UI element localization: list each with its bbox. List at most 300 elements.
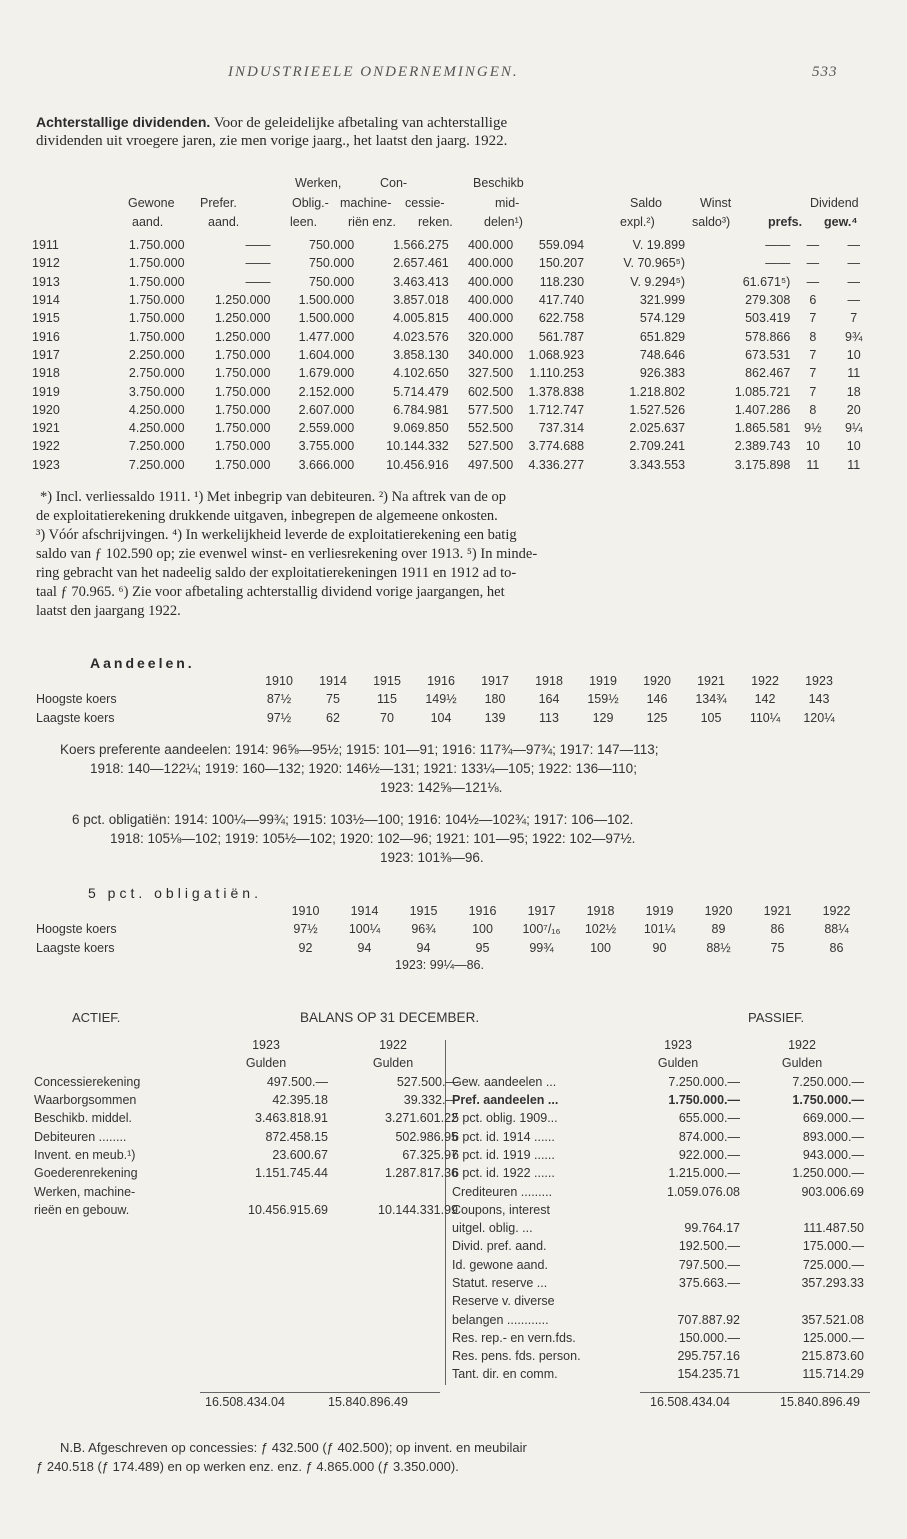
cell: 8 — [809, 402, 817, 417]
results-header-r2-1: Prefer. — [200, 196, 237, 210]
liability-label: uitgel. oblig. ... — [452, 1221, 533, 1236]
cell: —— — [765, 256, 791, 271]
cell: 87½ — [266, 692, 292, 707]
cell: 1.566.275 — [393, 238, 449, 253]
year-header: 1910 — [265, 674, 293, 689]
cell: 20 — [846, 402, 861, 417]
liability-1923: 922.000.— — [678, 1147, 740, 1162]
footnote-line: de exploitatierekening drukkende uitgaven, inbegrepen de algemeene onkosten. — [36, 508, 498, 524]
table-row — [32, 273, 872, 291]
cell: 7 — [809, 384, 817, 399]
cell: 1.750.000 — [214, 366, 271, 381]
cell: 11 — [847, 366, 861, 381]
cell: 7.250.000 — [128, 439, 185, 454]
footnote-line: ring gebracht van het nadeelig saldo der exploitatierekeningen 1911 en 1912 ad to- — [36, 565, 517, 581]
asset-1923: 23.600.67 — [272, 1147, 328, 1162]
asset-1922: 39.332.— — [403, 1093, 458, 1108]
asset-1922: 1.287.817.36 — [385, 1166, 458, 1181]
liability-1923: 192.500.— — [678, 1239, 740, 1254]
cell: 125 — [646, 710, 668, 725]
liability-label: Res. pens. fds. person. — [452, 1349, 581, 1364]
table-row — [32, 346, 872, 364]
aandeelen-table — [36, 672, 846, 727]
unit-gulden: Gulden — [781, 1056, 823, 1071]
cell: 3.755.000 — [298, 439, 355, 454]
spacer — [452, 1054, 616, 1072]
unit-gulden: Gulden — [657, 1056, 699, 1071]
table-row — [36, 709, 846, 727]
cell: 1.712.747 — [528, 402, 585, 417]
asset-1922 — [328, 1182, 458, 1200]
table-row — [32, 309, 872, 327]
year-header: 1918 — [586, 904, 615, 919]
cell: V. 19.899 — [632, 238, 686, 253]
cell: 3.774.688 — [528, 439, 585, 454]
asset-1923: 3.463.818.91 — [255, 1111, 328, 1126]
liability-row — [452, 1274, 864, 1292]
cell: 1.110.253 — [529, 366, 585, 381]
aandeelen-title: Aandeelen. — [90, 655, 195, 671]
cell: 10.144.332 — [386, 439, 449, 454]
cell: 100 — [472, 922, 493, 937]
cell: — — [806, 274, 820, 289]
cell: 1.500.000 — [298, 311, 355, 326]
table-row — [32, 236, 872, 254]
preferente-line: 1923: 142⅝—121⅛. — [380, 780, 503, 795]
cell: 577.500 — [467, 402, 514, 417]
liability-1923: 707.887.92 — [677, 1312, 740, 1327]
cell: 97½ — [293, 922, 318, 937]
asset-row — [34, 1164, 458, 1182]
cell: 9¼ — [845, 421, 863, 436]
cell: 400.000 — [467, 256, 514, 271]
liability-1923: 1.750.000.— — [668, 1093, 740, 1108]
year-1922: 1922 — [788, 1038, 816, 1053]
liability-1922: 669.000.— — [802, 1111, 864, 1126]
cell: 737.314 — [538, 421, 585, 436]
cell: 18 — [846, 384, 861, 399]
cell: 1.085.721 — [734, 384, 791, 399]
liability-label: 6 pct. id. 1914 ...... — [452, 1129, 555, 1144]
asset-row — [34, 1146, 458, 1164]
cell: 143 — [808, 692, 830, 707]
cell: 10.456.916 — [386, 457, 449, 472]
liabilities-table — [452, 1036, 864, 1384]
spacer — [34, 1036, 204, 1054]
cell: 1.250.000 — [214, 293, 271, 308]
footnote-line: taal ƒ 70.965. ⁶) Zie voor afbetaling achterstallig dividend vorige jaargangen, het — [36, 584, 505, 600]
cell: 2.152.000 — [298, 384, 355, 399]
liability-1922 — [740, 1201, 864, 1219]
year-header: 1919 — [645, 904, 674, 919]
year-header: 1920 — [704, 904, 733, 919]
cell: 1913 — [32, 274, 60, 289]
asset-label: Waarborgsommen — [34, 1093, 137, 1108]
asset-label: Concessierekening — [34, 1074, 141, 1089]
intro-line2: dividenden uit vroegere jaren, zie men vorige jaarg., het laatst den jaarg. 1922. — [36, 133, 508, 149]
liability-row — [452, 1329, 864, 1347]
cell: 61.671⁵) — [742, 274, 791, 289]
cell: 1.500.000 — [298, 293, 355, 308]
table-row — [32, 364, 872, 382]
liab-total-rule — [640, 1392, 870, 1393]
cell: 1.750.000 — [128, 274, 185, 289]
liability-label: Pref. aandeelen ... — [452, 1093, 559, 1108]
cell: 7 — [809, 311, 817, 326]
cell: 1.750.000 — [128, 256, 185, 271]
liability-1923: 874.000.— — [678, 1129, 740, 1144]
liability-label: belangen ............ — [452, 1312, 549, 1327]
spacer — [36, 672, 252, 690]
year-header: 1919 — [589, 674, 617, 689]
cell: 6.784.981 — [393, 402, 449, 417]
year-header: 1921 — [697, 674, 725, 689]
cell: 748.646 — [639, 347, 686, 362]
cell: 400.000 — [467, 311, 514, 326]
obl5-title: 5 pct. obligatiën. — [88, 885, 262, 901]
cell: 3.666.000 — [298, 457, 355, 472]
cell: 75 — [770, 940, 785, 955]
year-header: 1917 — [527, 904, 556, 919]
year-header: 1920 — [643, 674, 671, 689]
cell: 134¾ — [695, 692, 727, 707]
liability-1922: 175.000.— — [802, 1239, 864, 1254]
liability-row — [452, 1237, 864, 1255]
cell: 3.463.413 — [393, 274, 449, 289]
asset-row — [34, 1091, 458, 1109]
cell: 862.467 — [745, 366, 791, 381]
cell: 1.679.000 — [298, 366, 355, 381]
cell: 1.218.802 — [629, 384, 686, 399]
cell: 1.250.000 — [214, 311, 271, 326]
intro-line1: Voor de geleidelijke afbetaling van achterstallige — [210, 115, 508, 131]
liability-1922: 943.000.— — [802, 1147, 864, 1162]
liability-row — [452, 1164, 864, 1182]
liability-1922: 357.293.33 — [801, 1276, 864, 1290]
cell: 1922 — [32, 439, 60, 454]
cell: 92 — [298, 940, 313, 955]
cell: 7 — [850, 311, 858, 326]
results-header-r2-4: cessie- — [405, 196, 445, 210]
table-row — [32, 327, 872, 345]
liability-label: Divid. pref. aand. — [452, 1239, 547, 1254]
cell: 321.999 — [639, 293, 686, 308]
cell: 1920 — [32, 402, 60, 417]
liability-1923 — [616, 1201, 740, 1219]
table-row — [32, 254, 872, 272]
cell: 11 — [806, 457, 820, 472]
asset-1922: 10.144.331.99 — [378, 1202, 458, 1217]
cell: 750.000 — [309, 238, 355, 253]
liability-1923: 375.663.— — [678, 1276, 740, 1290]
liability-1922: 725.000.— — [802, 1257, 864, 1272]
cell: 2.657.461 — [393, 256, 449, 271]
liability-1922: 1.750.000.— — [792, 1093, 864, 1108]
results-header-r3-5: delen¹) — [484, 215, 523, 229]
liability-1922: 7.250.000.— — [792, 1074, 864, 1089]
asset-label: Goederenrekening — [34, 1166, 138, 1181]
year-1922: 1922 — [379, 1038, 407, 1053]
cell: 118.230 — [539, 274, 585, 289]
hdr-werken: Werken, — [295, 176, 342, 190]
asset-row — [34, 1109, 458, 1127]
assets-total-rule — [200, 1392, 440, 1393]
cell: 574.129 — [639, 311, 686, 326]
spacer — [452, 1036, 616, 1054]
page-header-title: INDUSTRIEELE ONDERNEMINGEN. — [228, 64, 519, 80]
liability-row — [452, 1256, 864, 1274]
unit-gulden: Gulden — [245, 1056, 287, 1071]
cell: 1.477.000 — [298, 329, 355, 344]
assets-total-1923: 16.508.434.04 — [205, 1395, 285, 1409]
liability-row — [452, 1219, 864, 1237]
liability-row — [452, 1091, 864, 1109]
cell: 86 — [829, 940, 844, 955]
balance-year-row — [34, 1036, 458, 1054]
cell: 4.336.277 — [528, 457, 585, 472]
results-header-r2-7: Winst — [700, 196, 732, 210]
liab-total-1923: 16.508.434.04 — [650, 1395, 730, 1409]
cell: 89 — [711, 922, 726, 937]
asset-row — [34, 1201, 458, 1219]
cell: 2.389.743 — [734, 439, 791, 454]
asset-1923: 872.458.15 — [265, 1129, 328, 1144]
cell: —— — [245, 238, 271, 253]
cell: 400.000 — [467, 293, 514, 308]
results-header-r3-6: expl.²) — [620, 215, 655, 229]
cell: 417.740 — [538, 293, 585, 308]
cell: 2.607.000 — [298, 402, 355, 417]
asset-row — [34, 1073, 458, 1091]
table-row — [32, 437, 872, 455]
cell: 4.250.000 — [128, 421, 185, 436]
cell: 8 — [809, 329, 817, 344]
spacer — [36, 902, 276, 920]
cell: 1.604.000 — [298, 347, 355, 362]
obl5-years-row — [36, 902, 866, 920]
cell: 3.750.000 — [128, 384, 185, 399]
cell: 1.750.000 — [214, 457, 271, 472]
cell: 2.025.637 — [629, 421, 686, 436]
cell: 96¾ — [411, 922, 436, 937]
liability-1923: 1.059.076.08 — [667, 1184, 740, 1199]
liability-1922: 215.873.60 — [801, 1349, 864, 1364]
obl6-line: 1918: 105⅛—102; 1919: 105½—102; 1920: 102—96; 1921: 101—95; 1922: 102—97½. — [110, 831, 636, 846]
results-header-r3-9: gew.⁴ — [824, 215, 858, 229]
liability-row — [452, 1127, 864, 1145]
cell: 129 — [592, 710, 614, 725]
cell: 340.000 — [467, 347, 514, 362]
nb-line1: N.B. Afgeschreven op concessies: ƒ 432.500 (ƒ 402.500); op invent. en meubilair — [60, 1440, 527, 1455]
year-header: 1921 — [763, 904, 792, 919]
table-row — [36, 920, 866, 938]
cell: 3.857.018 — [393, 293, 449, 308]
asset-label: Werken, machine- — [34, 1184, 136, 1199]
balans-title: BALANS OP 31 DECEMBER. — [300, 1010, 480, 1025]
cell: 503.419 — [745, 311, 791, 326]
cell: 327.500 — [467, 366, 514, 381]
intro-lead: Achterstallige dividenden. — [36, 114, 211, 130]
year-1923: 1923 — [252, 1038, 280, 1053]
results-header-r3-0: aand. — [132, 215, 164, 229]
liability-1923 — [616, 1292, 740, 1310]
year-header: 1915 — [409, 904, 438, 919]
year-header: 1916 — [468, 904, 497, 919]
liability-1922: 1.250.000.— — [792, 1166, 864, 1181]
preferente-line: Koers preferente aandeelen: 1914: 96⅝—95½; 1915: 101—91; 1916: 117¾—97¾; 1917: 147—113; — [60, 742, 659, 757]
liability-label: Coupons, interest — [452, 1202, 550, 1217]
cell: 4.250.000 — [128, 402, 185, 417]
asset-label: Beschikb. middel. — [34, 1111, 132, 1126]
cell: 99¾ — [529, 940, 554, 955]
cell: 104 — [430, 710, 452, 725]
year-header: 1914 — [350, 904, 379, 919]
cell: 9¾ — [845, 329, 863, 344]
hdr-con: Con- — [380, 176, 408, 190]
cell: 105 — [700, 710, 722, 725]
cell: 3.343.553 — [629, 457, 686, 472]
results-header-r3-7: saldo³) — [692, 215, 731, 229]
liability-1922: 903.006.69 — [801, 1184, 864, 1199]
table-row — [36, 939, 866, 957]
cell: 1919 — [32, 384, 60, 399]
cell: 1.750.000 — [214, 347, 271, 362]
table-row — [32, 419, 872, 437]
year-header: 1914 — [319, 674, 347, 689]
liability-1923: 150.000.— — [678, 1330, 740, 1345]
cell: — — [847, 238, 860, 253]
cell: 1.407.286 — [734, 402, 791, 417]
cell: 10 — [846, 439, 861, 454]
asset-1923: 42.395.18 — [272, 1093, 328, 1108]
cell: 110¼ — [749, 710, 781, 725]
liability-row — [452, 1310, 864, 1328]
liability-label: Statut. reserve ... — [452, 1276, 548, 1290]
cell: 101¼ — [643, 922, 676, 937]
cell: 1921 — [32, 421, 60, 436]
liability-1922: 115.714.29 — [802, 1367, 864, 1382]
asset-1923 — [204, 1182, 328, 1200]
row-label: Laagste koers — [36, 940, 115, 955]
cell: 100¼ — [348, 922, 381, 937]
cell: 1.378.838 — [528, 384, 585, 399]
year-header: 1923 — [805, 674, 833, 689]
cell: 750.000 — [309, 274, 355, 289]
cell: 11 — [847, 457, 861, 472]
liability-1923: 154.235.71 — [677, 1367, 740, 1382]
cell: V. 9.294⁵) — [630, 274, 686, 289]
cell: 926.383 — [639, 366, 686, 381]
liability-1922: 125.000.— — [802, 1330, 864, 1345]
liability-label: Tant. dir. en comm. — [452, 1367, 558, 1382]
cell: 5.714.479 — [393, 384, 449, 399]
cell: —— — [245, 256, 271, 271]
results-header-r3-4: reken. — [418, 215, 453, 229]
aandeelen-years-row — [36, 672, 846, 690]
cell: 279.308 — [745, 293, 791, 308]
cell: 2.750.000 — [128, 366, 185, 381]
results-table — [32, 236, 872, 474]
results-header-r2-5: mid- — [495, 196, 520, 210]
year-header: 1915 — [373, 674, 401, 689]
cell: 62 — [326, 710, 340, 725]
cell: —— — [765, 238, 791, 253]
cell: 1.750.000 — [128, 329, 185, 344]
asset-1923: 497.500.— — [266, 1074, 328, 1089]
cell: 75 — [326, 692, 340, 707]
cell: — — [847, 293, 860, 308]
cell: 102½ — [584, 922, 617, 937]
liability-row — [452, 1182, 864, 1200]
cell: — — [847, 256, 860, 271]
footnote-line: ³) Vóór afschrijvingen. ⁴) In werkelijkheid leverde de exploitatierekening een batig — [36, 527, 517, 543]
cell: 139 — [484, 710, 506, 725]
cell: 149½ — [425, 692, 457, 707]
obl5-table — [36, 902, 866, 957]
hdr-beschikb: Beschikb — [473, 176, 524, 190]
year-header: 1917 — [481, 674, 509, 689]
cell: 159½ — [587, 692, 619, 707]
page-number: 533 — [812, 64, 838, 80]
cell: 88½ — [706, 940, 731, 955]
row-label: Hoogste koers — [36, 922, 117, 937]
cell: 1914 — [32, 293, 60, 308]
intro-paragraph — [36, 113, 507, 133]
cell: 1915 — [32, 311, 60, 326]
cell: 4.005.815 — [393, 311, 449, 326]
passief-label: PASSIEF. — [748, 1010, 805, 1025]
cell: 561.787 — [538, 329, 585, 344]
results-header-r3-3: riën enz. — [348, 215, 396, 229]
cell: 88¼ — [824, 922, 849, 937]
cell: 1.750.000 — [128, 238, 185, 253]
year-header: 1922 — [751, 674, 779, 689]
liability-1923: 655.000.— — [678, 1111, 740, 1126]
cell: 750.000 — [309, 256, 355, 271]
liability-label: Reserve v. diverse — [452, 1294, 555, 1309]
results-header-r2-3: machine- — [340, 196, 392, 210]
liability-row — [452, 1347, 864, 1365]
cell: 622.758 — [538, 311, 585, 326]
results-header-r3-8: prefs. — [768, 215, 803, 229]
cell: 6 — [809, 293, 817, 308]
results-header-r3-1: aand. — [208, 215, 240, 229]
liability-1923: 99.764.17 — [684, 1221, 740, 1236]
cell: 70 — [380, 710, 394, 725]
liability-row — [452, 1201, 864, 1219]
cell: 527.500 — [467, 439, 514, 454]
liability-1923: 295.757.16 — [677, 1349, 740, 1364]
asset-row — [34, 1182, 458, 1200]
nb-line2: ƒ 240.518 (ƒ 174.489) en op werken enz. enz. ƒ 4.865.000 (ƒ 3.350.000). — [36, 1459, 459, 1474]
cell: 1918 — [32, 366, 60, 381]
cell: 90 — [652, 940, 667, 955]
cell: 400.000 — [467, 238, 514, 253]
asset-label: Invent. en meub.¹) — [34, 1147, 136, 1162]
liability-row — [452, 1292, 864, 1310]
cell: 94 — [416, 940, 431, 955]
footnote-line: saldo van ƒ 102.590 op; zie evenwel winst- en verliesrekening over 1913. ⁵) In minde- — [36, 546, 538, 562]
results-header-r2-2: Oblig.- — [292, 196, 329, 210]
year-header: 1916 — [427, 674, 455, 689]
balance-year-row — [452, 1036, 864, 1054]
footnote-line: laatst den jaargang 1922. — [36, 603, 181, 619]
asset-1922: 67.325.97 — [402, 1147, 458, 1162]
liability-1922: 357.521.08 — [801, 1312, 864, 1327]
cell: 400.000 — [467, 274, 514, 289]
cell: 673.531 — [745, 347, 791, 362]
cell: 4.023.576 — [393, 329, 449, 344]
